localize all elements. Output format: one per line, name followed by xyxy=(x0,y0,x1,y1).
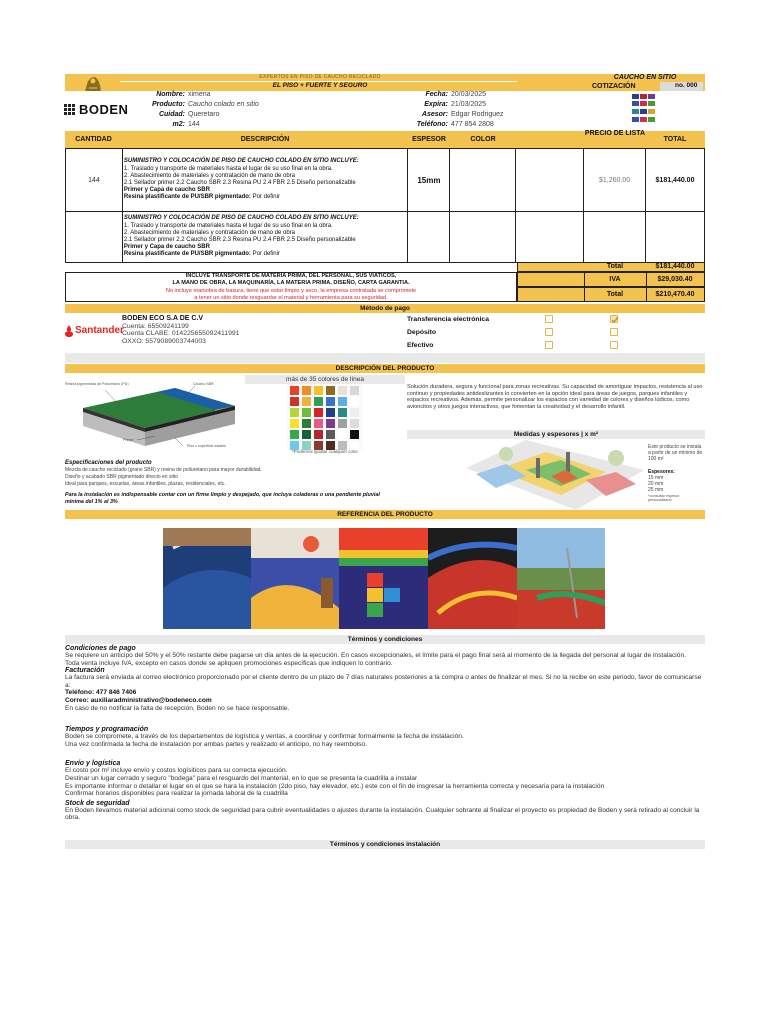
expiry-label: Expira: xyxy=(424,101,448,108)
terms-paragraph: La factura será enviada al correo electrónico proporcionado por el cliente dentro de un plazo de 7 días naturales posteriores a la compra o antes de finalizar el mes. Si no la recibe en este periodo, favor de comunicarse a: xyxy=(65,674,702,689)
flame-icon xyxy=(64,325,74,337)
logo-mascot-icon xyxy=(82,73,104,92)
diagram-label: Piso o superficie estable xyxy=(187,444,226,448)
row-desc-line: 2. Abastecimiento de materiales y contratación de mano de obra xyxy=(123,229,296,236)
color-swatch xyxy=(326,408,335,417)
row-price xyxy=(584,212,646,263)
row-desc-line: Primer y Capa de caucho SBR xyxy=(123,244,210,251)
row-thick xyxy=(408,212,450,263)
row-desc-title: SUMINISTRO Y COLOCACIÓN DE PISO DE CAUCHO COLADO EN SITIO INCLUYE: xyxy=(123,158,359,165)
stock-title: Stock de seguridad xyxy=(65,799,130,807)
color-swatch xyxy=(290,397,299,406)
billing-phone: Teléfono: 477 846 7406 xyxy=(65,689,137,697)
oxxo: OXXO: 5579089003744003 xyxy=(122,338,206,345)
color-swatch xyxy=(302,408,311,417)
reference-photo-3 xyxy=(339,528,428,629)
measures-text: Este producto se instala a partir de un mínimo de 100 m² xyxy=(648,444,703,462)
color-swatch xyxy=(290,386,299,395)
header-divider xyxy=(120,81,517,82)
header-subtitle: EL PISO + FUERTE Y SEGURO xyxy=(272,82,368,89)
spec-line: Diseño y acabado SBR pigmentado directo en sitio xyxy=(65,474,178,480)
deposit-checkbox[interactable] xyxy=(545,328,553,336)
subtotal-label: Total xyxy=(606,263,624,270)
table-row xyxy=(66,149,705,212)
row-desc-line: 2.1 Sellador primer 2.2 Caucho SBR 2.3 Resina PU 2.4 FBR 2.5 Diseño personalizable xyxy=(123,180,356,186)
install-terms-title: Términos y condiciones instalación xyxy=(65,840,705,849)
phone-label: Teléfono: xyxy=(416,121,448,128)
shipping-title: Envío y logística xyxy=(65,760,121,768)
colors-title: más de 35 colores de línea xyxy=(245,375,405,384)
santander-name: Santander xyxy=(75,325,124,336)
total-label: Total xyxy=(606,291,624,298)
color-swatch xyxy=(338,397,347,406)
palette-svg xyxy=(287,384,363,450)
row-desc-title: SUMINISTRO Y COLOCACIÓN DE PISO DE CAUCHO COLADO EN SITIO INCLUYE: xyxy=(123,215,359,222)
thickness-value: 15 mm xyxy=(648,475,664,481)
thickness-value: 25 mm xyxy=(648,487,664,493)
row-total: $181,440.00 xyxy=(646,149,705,212)
quote-number: no. 000 xyxy=(660,82,703,91)
color-swatch xyxy=(314,386,323,395)
row-color-extra xyxy=(516,149,584,212)
th-total: TOTAL xyxy=(663,136,687,143)
transfer-checkbox[interactable] xyxy=(545,315,553,323)
color-swatch xyxy=(314,419,323,428)
product-label: Producto: xyxy=(151,101,185,108)
row-desc-line: 2.1 Sellador primer 2.2 Caucho SBR 2.3 Resina PU 2.4 FBR 2.5 Diseño personalizable xyxy=(123,237,356,243)
grid-logo-icon xyxy=(64,104,76,116)
color-swatch xyxy=(302,386,311,395)
spec-line: Mezcla de caucho reciclado (grano SBR) y resina de poliuretano para mayor durabilidad. xyxy=(65,467,262,473)
color-swatch xyxy=(314,397,323,406)
color-swatch xyxy=(290,419,299,428)
color-swatch xyxy=(302,397,311,406)
row-total xyxy=(646,212,705,263)
color-swatch xyxy=(302,419,311,428)
terms-body xyxy=(65,645,705,822)
row-desc-line: Primer y Capa de caucho SBR xyxy=(123,187,210,194)
check-icon xyxy=(611,316,619,324)
terms-paragraph: Es importante informar o detallar el lugar en el que se hara la instalación (2do piso, hay elevador, etc.) este con el fin de insgresar la herramienta correcta y necesaria para la instalación xyxy=(65,782,605,790)
row-desc-line: Resina plastificante de PU/SBR pigmentado: xyxy=(123,194,251,201)
billing-email: Correo: auxiliaradministrativo@bodeneco.com xyxy=(65,696,212,704)
terms-paragraph: En caso de no notificar la falta de recepción, Boden no se hace responsable. xyxy=(65,704,290,712)
color-swatch xyxy=(326,386,335,395)
th-thick: ESPESOR xyxy=(412,136,446,143)
client-name-label: Nombre: xyxy=(156,91,185,98)
color-swatch xyxy=(350,397,359,406)
m2-label: m2: xyxy=(172,121,185,128)
row-desc-line: 1. Traslado y transporte de materiales hasta el lugar de su uso final en la obra. xyxy=(123,165,333,172)
note-line: LA MANO DE OBRA, LA MAQUINARÍA, LA MATERIA PRIMA, DISEÑO, CARTA GARANTIA. xyxy=(172,280,410,286)
payment-option-transfer: Transferencia electrónica xyxy=(407,316,489,323)
color-swatch xyxy=(326,430,335,439)
reference-photo-4 xyxy=(428,528,517,629)
layer-diagram xyxy=(65,376,245,456)
playground-illustration xyxy=(466,440,644,510)
date-value: 20/03/2025 xyxy=(451,91,487,98)
payment-terms-title: Condiciones de pago xyxy=(65,645,136,652)
total-value: $210,470.40 xyxy=(655,291,695,298)
phone-value: 477 854 2808 xyxy=(451,121,494,128)
brand-logo xyxy=(64,102,129,118)
color-swatch xyxy=(290,408,299,417)
thickness-title: Espesores: xyxy=(648,469,675,475)
measures-title: Medidas y espesores | x m² xyxy=(407,430,705,439)
row-desc-line: Resina plastificante de PU/SBR pigmentado: xyxy=(123,251,251,258)
product-title: DESCRIPCIÓN DEL PRODUCTO xyxy=(65,364,705,373)
color-swatch xyxy=(350,386,359,395)
terms-paragraph: Una vez confirmada la fecha de instalación por ambas partes y realizado el anticipo, no hay reembolso. xyxy=(65,740,368,748)
city-label: Cuidad: xyxy=(158,111,185,118)
time-title: Tiempos y programación xyxy=(65,726,149,734)
terms-paragraph: En Boden llevamos material adicional como stock de seguridad para cubrir eventualidades o ajustes durante la instalación. Cualquier sobrante al finalizar el proyecto es propiedad de Boden y será retirado al concluir la obra. xyxy=(65,806,700,822)
row-desc xyxy=(122,149,408,212)
row-color-extra xyxy=(516,212,584,263)
header-tagline: EXPERTOS EN PISO DE CAUCHO RECICLADO xyxy=(259,74,381,80)
color-swatch xyxy=(338,419,347,428)
row-desc-line: 2. Abastecimiento de materiales y contratación de mano de obra xyxy=(123,172,296,179)
row-color xyxy=(450,212,516,263)
color-swatch xyxy=(302,430,311,439)
payment-title: Método de pago xyxy=(65,304,705,313)
color-swatch xyxy=(314,430,323,439)
note-line: INCLUYE TRANSPORTE DE MATERIA PRIMA, DEL PERSONAL, SUS VIATICOS, xyxy=(185,273,397,279)
color-swatch xyxy=(350,408,359,417)
th-color: COLOR xyxy=(470,136,496,143)
m2-value: 144 xyxy=(188,121,200,128)
payment-option-deposit: Depósito xyxy=(407,329,437,336)
iva-value: $29,030.40 xyxy=(657,276,693,283)
account: Cuenta: 65509241199 xyxy=(122,323,189,330)
diagram-label: Caucho SBR xyxy=(193,382,214,386)
spec-line: Ideal para parques, escuelas, áreas infantiles, plazas, residenciales, etc. xyxy=(65,481,226,487)
santander-logo xyxy=(64,324,122,338)
advisor-value: Edgar Rodriguez xyxy=(451,111,504,118)
row-desc-value: Por definir xyxy=(252,194,280,201)
thickness-note: *consultar espesor personalizado xyxy=(648,494,680,503)
doc-type: CAUCHO EN SITIO xyxy=(613,74,677,81)
city-value: Queretaro xyxy=(188,111,220,118)
th-price: PRECIO DE LISTA xyxy=(584,130,646,137)
color-swatch xyxy=(326,419,335,428)
note-line-warning: a tener un sitio donde resguardar el material y herramienta para su seguridad. xyxy=(194,295,388,301)
colors-note: *Podemos igualar cualquier color xyxy=(291,449,359,454)
spacer-band xyxy=(65,353,705,363)
row-desc xyxy=(122,212,408,263)
terms-paragraph: Confirmar horarios disponibles para realizar la jornada laboral de la cuadrilla xyxy=(65,790,288,798)
billing-title: Facturación xyxy=(65,667,105,675)
row-desc-line: 1. Traslado y transporte de materiales hasta el lugar de su uso final en la obra. xyxy=(123,222,333,229)
iva-label: IVA xyxy=(609,276,621,283)
terms-paragraph: El costo por m² incluye envío y costos logísiticos para su correcta ejecución. xyxy=(65,767,288,775)
date-label: Fecha: xyxy=(425,91,448,98)
product-description: Solución duradera, segura y funcional para zonas recreativas. Su capacidad de amortiguar impactos, resistencia al uso continuo y propiedades antideslizantes lo convierten en la opción ideal para áreas de juegos, parques infantiles y espacios recreativos. Además, permite personalizar los espacios con variedad de colores y diseños lúdicos, como avioncitos y otros juegos interactivos, que fomentan la creatividad y el desarrollo infantil. xyxy=(407,384,703,410)
reference-photo-1 xyxy=(163,528,251,629)
table-row xyxy=(66,212,705,263)
color-swatch xyxy=(290,430,299,439)
diagram-label: Resina pigmentada de Poliuretano (PU) xyxy=(65,382,129,386)
color-swatch xyxy=(338,386,347,395)
reference-photo-5 xyxy=(517,528,605,629)
color-swatch xyxy=(350,419,359,428)
row-qty: 144 xyxy=(66,149,123,212)
product-icons xyxy=(632,94,658,128)
color-swatch xyxy=(314,408,323,417)
color-swatch xyxy=(326,397,335,406)
expiry-value: 21/03/2025 xyxy=(451,101,487,108)
client-name: ximena xyxy=(188,91,211,98)
terms-paragraph: Toda venta incluye IVA, excepto en casos donde se apliquen promociones específicas que indiquen lo contrario. xyxy=(65,659,393,667)
note-line-warning: No incluye maniobra de basura, tiene que estar limpio y seco, la empresa contratada se compromete xyxy=(165,288,417,294)
terms-paragraph: Destinar un lugar cerrado y seguro "bodega" para el resguardo del manterial, en lo que se presenta la cuadrilla a instalar xyxy=(65,774,418,782)
terms-paragraph: Se requiere un anticipo del 50% y el 50% restante debe pagarse un día antes de la ejecución. En casos excepcionales, el límite para el pago final será al momento de la llegada del personal al lugar de instalación. xyxy=(65,652,686,659)
color-swatch xyxy=(338,408,347,417)
th-desc: DESCRIPCIÓN xyxy=(240,136,290,143)
terms-title: Términos y condiciones xyxy=(65,635,705,644)
color-palette xyxy=(287,384,363,450)
payment-option-cash: Efectivo xyxy=(407,342,434,349)
transfer-checkbox-checked[interactable] xyxy=(610,315,618,323)
quote-table xyxy=(65,148,705,263)
terms-paragraph: Boden se compromete, a través de los departamentos de logística y ventas, a coordinar y confirmar formalmente la fecha de instalación. xyxy=(65,733,464,741)
specs-title: Especificaciones del producto xyxy=(65,460,152,466)
row-thick: 15mm xyxy=(408,149,450,212)
cash-checkbox[interactable] xyxy=(545,341,553,349)
advisor-label: Asesor: xyxy=(421,111,448,118)
cash-checkbox-2[interactable] xyxy=(610,341,618,349)
quote-label: COTIZACIÓN xyxy=(592,83,636,90)
color-swatch xyxy=(350,430,359,439)
deposit-checkbox-2[interactable] xyxy=(610,328,618,336)
thickness-value: 20 mm xyxy=(648,481,664,487)
product-value: Caucho colado en sitio xyxy=(188,101,259,108)
company-name: BODEN ECO S.A DE C.V xyxy=(122,315,204,322)
reference-photo-2 xyxy=(251,528,339,629)
th-qty: CANTIDAD xyxy=(75,136,112,143)
diagram-label: Primer xyxy=(123,438,134,442)
subtotal-value: $181,440.00 xyxy=(655,263,695,270)
row-price: $1,260.00 xyxy=(584,149,646,212)
row-desc-value: Por definir xyxy=(252,251,280,258)
row-qty xyxy=(66,212,123,263)
reference-title: REFERENCIA DEL PRODUCTO xyxy=(65,510,705,519)
brand-name: BODEN xyxy=(79,102,129,117)
color-swatch xyxy=(338,430,347,439)
row-color xyxy=(450,149,516,212)
install-note: Para la instalación es indispensable contar con un firme limpio y despejado, que incluya coladeras o una pendiente pluvial mínima del 1% al 3% xyxy=(65,492,380,505)
clabe: Cuenta CLABE: 014225655092411991 xyxy=(122,330,240,337)
